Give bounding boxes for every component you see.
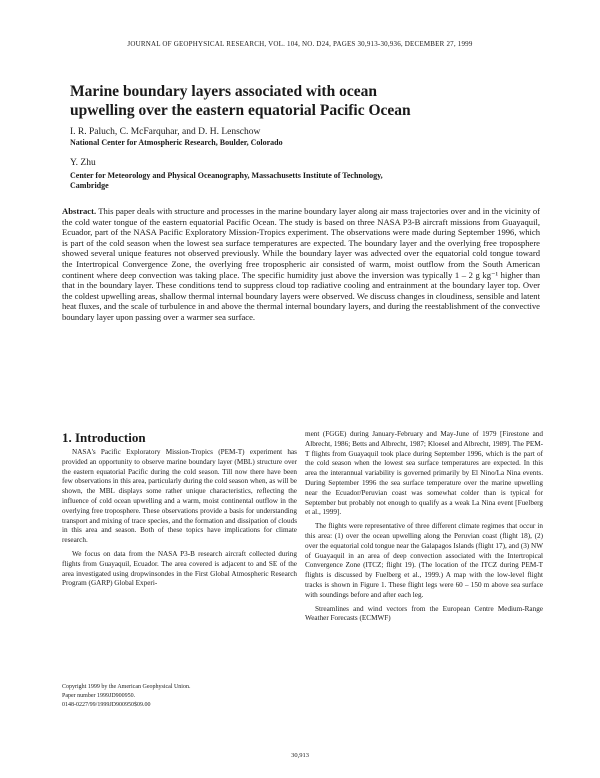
affiliation-1: National Center for Atmospheric Research, Boulder, Colorado: [70, 138, 283, 147]
title-line-2: upwelling over the eastern equatorial Pacific Ocean: [70, 102, 411, 119]
paragraph: We focus on data from the NASA P3-B research aircraft collected during flights from Guayaquil, Ecuador. The area covered is adjacent to and SE of the area investigated using dropwinsondes in the First Global Atmospheric Research Program (GARP) Global Experi-: [62, 549, 297, 588]
abstract: [62, 206, 540, 323]
left-column: [62, 448, 297, 593]
affiliation-2-line-1: Center for Meteorology and Physical Oceanography, Massachusetts Institute of Technology,: [70, 171, 383, 180]
section-heading: 1. Introduction: [62, 430, 146, 445]
abstract-text: This paper deals with structure and processes in the marine boundary layer along air mass trajectories over and in the vicinity of the cold water tongue of the eastern equatorial Pacific Ocean. The study is based on three NASA P3-B aircraft missions from Guayaquil, Ecuador, part of the NASA Pacific Exploratory Mission-Tropics experiment. The observations were made during September 1996, which is part of the cold season when the lowest sea surface temperatures are expected. The boundary layer and the overlying free troposphere showed several unique features not observed previously. While the boundary layer was advected over the equatorial cold tongue toward the Intertropical Convergence Zone, the overlying free tropospheric air consisted of warm, moist outflow from the South American continent where deep convection was taking place. The specific humidity just above the inversion was typically 1 – 2 g kg⁻¹ higher than that in the boundary layer. These conditions tend to suppress cloud top radiative cooling and entrainment at the boundary layer top. Over the coldest upwelling areas, shallow thermal internal boundary layers were observed. We discuss changes in cloudiness, sensible and latent heat fluxes, and the scale of turbulence in and above the thermal internal boundary layers, and during the reestablishment of the convective boundary layer upon passing over a warmer sea surface.: [62, 206, 540, 322]
journal-header: JOURNAL OF GEOPHYSICAL RESEARCH, VOL. 104, NO. D24, PAGES 30,913-30,936, DECEMBER 27, 1999: [127, 40, 473, 48]
authors-group-2: Y. Zhu: [70, 158, 96, 168]
affiliation-2: [70, 171, 530, 191]
copyright-line: Copyright 1999 by the American Geophysical Union.: [62, 684, 191, 690]
paper-number: Paper number 1999JD900950.: [62, 693, 136, 699]
copyright-footer: [62, 683, 297, 710]
paper-title: [70, 82, 540, 120]
page-number: 30,913: [291, 752, 309, 759]
abstract-label: Abstract.: [62, 206, 97, 216]
paragraph: Streamlines and wind vectors from the European Centre Medium-Range Weather Forecasts (ECMWF): [305, 604, 543, 623]
affiliation-2-line-2: Cambridge: [70, 181, 109, 190]
title-line-1: Marine boundary layers associated with ocean: [70, 83, 377, 100]
authors-group-1: I. R. Paluch, C. McFarquhar, and D. H. Lenschow: [70, 127, 261, 137]
paragraph: The flights were representative of three different climate regimes that occur in this area: (1) over the ocean upwelling along the Peruvian coast (flight 18), (2) over the equatorial cold tongue near the Galapagos Islands (flight 17), and (3) NW of Guayaquil in an area of deep convection associated with the Intertropical Convergence Zone (ITCZ; flight 19). (The location of the ITCZ during PEM-T flights is discussed by Fuelberg et al., 1999.) A map with the low-level flight tracks is shown in Figure 1. These flight legs were 60 – 150 m above sea surface with soundings before and after each leg.: [305, 522, 543, 599]
paragraph: NASA's Pacific Exploratory Mission-Tropics (PEM-T) experiment has provided an opportunity to observe marine boundary layer (MBL) structure over the eastern equatorial Pacific during the cold season. Till now there have been few observations in this area, particularly during the cold season when, as will be shown, the MBL displays some rather unique characteristics, reflecting the influence of cold ocean upwelling and a warm, moist continental outflow in the overlying free troposphere. These observations provide a basis for understanding transport and mixing of trace species, and the formation and dissipation of clouds in this area and season. Both of these topics have implications for climate research.: [62, 448, 297, 545]
right-column: [305, 430, 543, 628]
paragraph: ment (FGGE) during January-February and May-June of 1979 [Firestone and Albrecht, 1986; Betts and Albrecht, 1987; Kloesel and Albrecht, 1989]. The PEM-T flights from Guayaquil took place during September 1996, which is the part of the cold season when the lowest sea surface temperatures are expected. In this area the interannual variability is governed primarily by El Nino/La Nina events. During September 1996 the sea surface temperature over the marine upwelling near the Ecuador/Peruvian coast was somewhat colder than is typical for September but probably not enough to qualify as a weak La Nina event [Fuelberg et al., 1999].: [305, 430, 543, 517]
issn-line: 0148-0227/99/1999JD900950$09.00: [62, 702, 151, 708]
